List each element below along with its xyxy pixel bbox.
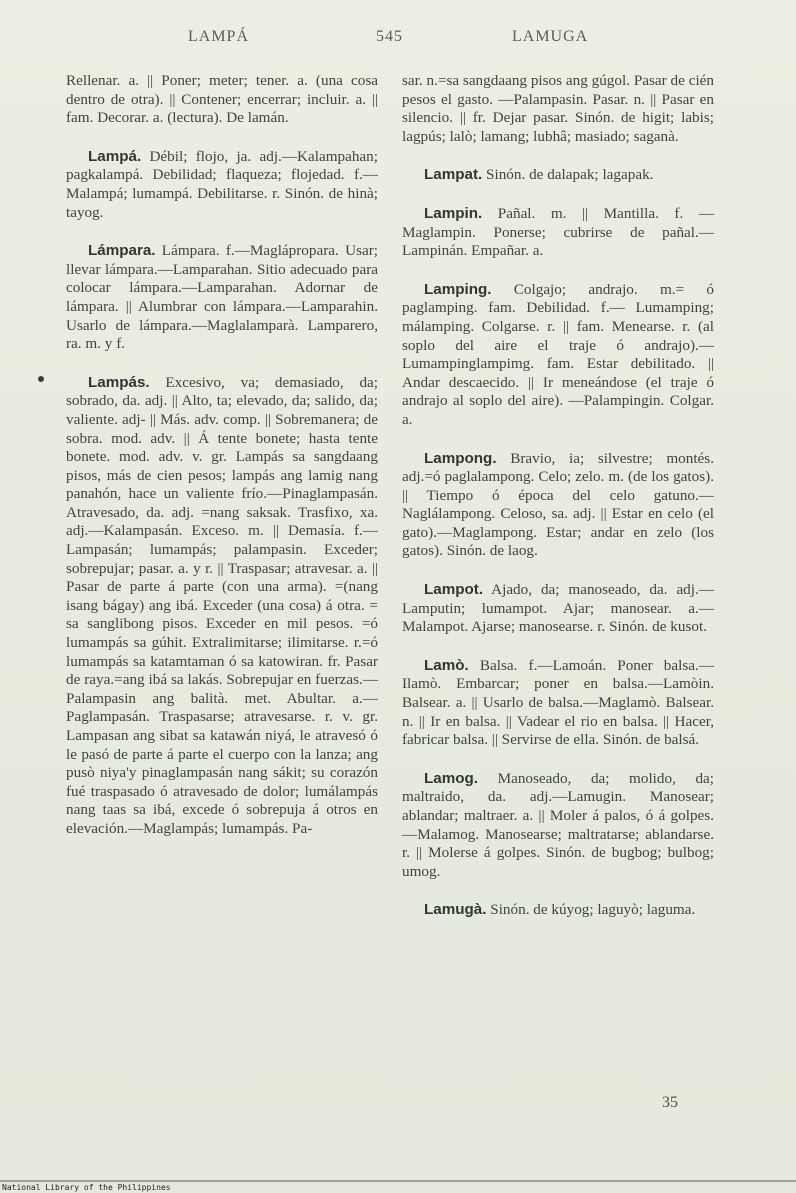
entry-headword: Lamping.: [424, 280, 492, 298]
entry-headword: Lampong.: [424, 449, 497, 467]
entry-headword: Lamog.: [424, 769, 479, 787]
entry-definition: Rellenar. a. || Poner; meter; tener. a. (una cosa dentro de otra). || Contener; encerrar; incluir. a. || fam. Decorar. a. (lectura). De lamán.: [66, 72, 378, 127]
entry-lamo: [402, 657, 714, 750]
entry-continuation: [66, 72, 378, 128]
left-column: [66, 72, 378, 859]
right-column: [402, 72, 714, 940]
footer-text: National Library of the Philippines: [2, 1183, 171, 1192]
footer-divider: [0, 1180, 796, 1182]
entry-definition: Balsa. f.—Lamoán. Poner balsa.—Ilamò. Embarcar; poner en balsa.—Lamòin. Balsear. a. || Usarlo de balsa.—Maglamò. Balsear. n. || Ir en balsa. || Vadear el rio en balsa. || Hacer, fabricar balsa. || Servirse de ella. Sinón. de balsá.: [402, 656, 714, 749]
entry-definition: sar. n.=sa sangdaang pisos ang gúgol. Pasar de cién pesos el gasto. —Palampasin. Pasar. n. || Pasar en silencio. || fr. Dejar pasar. Sinón. de higit; labis; lagpús; lalò; lamang; lubhâ; masiado; saganà.: [402, 72, 714, 145]
entry-headword: Lampat.: [424, 166, 483, 184]
entry-definition: Colgajo; andrajo. m.= ó paglamping. fam. Debilidad. f.— Lumamping; málamping. Colgarse. r. || fam. Menearse. r. (al soplo del aire el traje ó andrajo).—Lumampinglampimg. fam. Estar debilitado. || Andar descaecido. || Ir meneándose (el traje ó andrajo al soplo del aire). —Palampingin. Colgar. a.: [402, 280, 715, 428]
entry-definition: Pañal. m. || Mantilla. f. —Maglampin. Ponerse; cubrirse de pañal.—Lampinán. Empañar. a.: [402, 204, 715, 260]
entry-continuation: [402, 72, 714, 146]
running-header: [0, 28, 796, 52]
entry-headword: Lámpara.: [88, 242, 156, 260]
entry-lampa: [66, 148, 378, 222]
header-page-number: 545: [376, 28, 403, 45]
entry-headword: Lampás.: [88, 373, 150, 391]
entry-lampas: [66, 374, 378, 839]
entry-definition: Débil; flojo, ja. adj.—Kalampahan; pagkalampá. Debilidad; flaqueza; flojedad. f.—Malampá; lumampá. Debilitarse. r. Sinón. de hinà; tayog.: [66, 147, 378, 221]
entry-lamping: [402, 281, 714, 430]
entry-definition: Ajado, da; manoseado, da. adj.—Lamputin; lumampot. Ajar; manosear. a.—Malampot. Ajarse; manosearse. r. Sinón. de kusot.: [402, 581, 714, 636]
entry-lampin: [402, 205, 714, 261]
entry-definition: Manoseado, da; molido, da; maltraido, da. adj.—Lamugin. Manosear; ablandar; maltraer. a. || Moler á palos, ó á golpes.—Malamog. Manosearse; maltratarse; ablandarse. r. || Molerse á golpes. Sinón. de bugbog; bulbog; umog.: [402, 769, 715, 880]
header-right-guideword: LAMUGA: [512, 28, 589, 45]
entry-definition: Sinón. de dalapak; lagapak.: [486, 166, 654, 184]
entry-lamuga: [402, 901, 714, 920]
entry-headword: Lampá.: [88, 147, 142, 165]
entry-lampat: [402, 166, 714, 185]
header-left-guideword: LAMPÁ: [188, 28, 250, 45]
entry-headword: Lampot.: [424, 581, 484, 599]
entry-lamog: [402, 770, 714, 882]
entry-headword: Lamò.: [424, 656, 469, 674]
entry-definition: Excesivo, va; demasiado, da; sobrado, da. adj. || Alto, ta; elevado, da; salido, da; valiente. adj- || Más. adv. comp. || Sobremanera; de sobra. mod. adv. || Á tente bonete; hasta tente bonete. mod. adv. v. gr. Lampás sa sangdaang pisos, más de cien pesos; lampás ang lamig nang panahón, hace un valiente frío.—Pinaglampasán. Atravesado, da. adj. =nang saksak. Trasfixo, xa. adj.—Kalampasán. Exceso. m. || Demasía. f.— Lampasán; lumampás; palampasin. Exceder; sobrepujar; pasar. a. y r. || Traspasar; atravesar. a. || Pasar de parte á parte (con una arma). =(nang isang bágay) ang ibá. Exceder (una cosa) á otra. = sa sanglibong pisos. Exceder en mil pesos. =ó lumampás sa gúhit. Extralimitarse; ilimitarse. r.=ó lumampás sa katamtaman ó sa katowiran. fr. Pasar de raya.=ang ibá sa lakás. Sobrepujar en fuerzas.—Palampasin ang balità. met. Abultar. a.—Paglampasán. Traspasarse; atravesarse. r. v. gr. Lampasan ang sibat sa katawán niyá, le atravesó ó le pasó de parte á parte el cuerpo con la lanza; ang pusò niya'y pinaglampasán nang sákit; su corazón fué traspasado ó atravesado de dolor; lumálampás nang taas sa ibá, excede ó sobrepuja á otros en elevación.—Maglampás; lumampás. Pa-: [66, 373, 378, 837]
entry-definition: Lámpara. f.—Maglápropara. Usar; llevar lámpara.—Lamparahan. Sitio adecuado para colocar lámpara.—Lamparahan. Adornar de lámpara. || Alumbrar con lámpara.—Lamparahin. Usarlo de lámpara.—Maglalamparà. Lamparero, ra. m. y f.: [66, 242, 378, 353]
library-footer: [0, 1183, 796, 1193]
entry-lampot: [402, 581, 714, 637]
entry-lampong: [402, 450, 714, 562]
signature-mark: 35: [662, 1094, 678, 1111]
entry-headword: Lamugà.: [424, 901, 487, 919]
entry-lampara: [66, 242, 378, 354]
ink-spot: [38, 376, 44, 382]
entry-headword: Lampin.: [424, 204, 483, 222]
entry-definition: Sinón. de kúyog; laguyò; laguma.: [490, 901, 696, 919]
entry-definition: Bravio, ia; silvestre; montés. adj.=ó paglalampong. Celo; zelo. m. (de los gatos). || Tiempo ó época del celo gatuno.—Naglálampong. Celoso, sa. adj. || Estar en celo (el gato).—Maglampong. Estar; andar en zelo (los gatos). Sinón. de laog.: [402, 449, 714, 560]
